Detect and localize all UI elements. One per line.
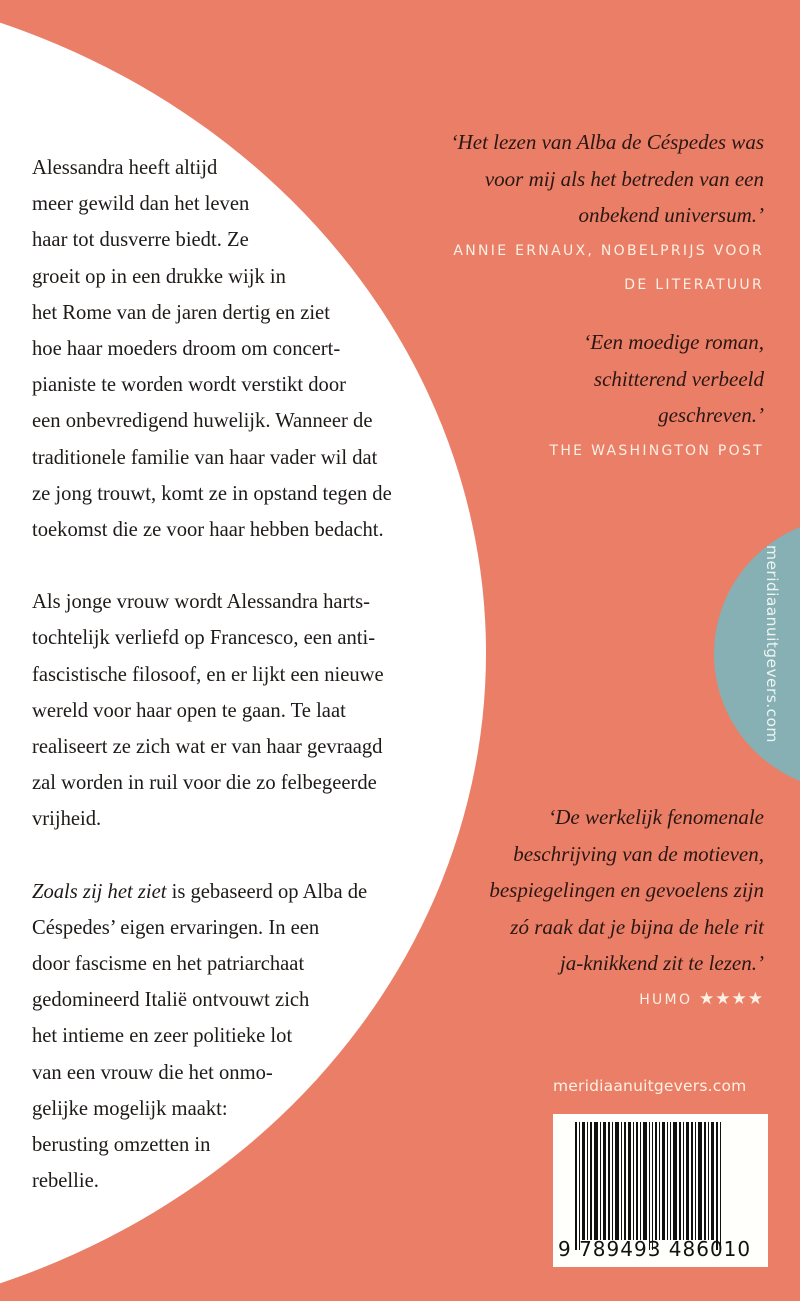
quote-source <box>489 982 764 1017</box>
quote-line: onbekend universum.’ <box>578 203 764 227</box>
blurb-line: realiseert ze zich wat er van haar gevraagd <box>32 736 383 759</box>
blurb-line: toekomst die ze voor haar hebben bedacht. <box>32 519 384 542</box>
quote-line: schitterend verbeeld <box>593 366 764 391</box>
blurb-line: groeit op in een drukke wijk in <box>32 265 286 288</box>
blurb-line: fascistische filosoof, en er lijkt een nieuwe <box>32 663 384 686</box>
blurb-line: berusting omzetten in <box>32 1134 211 1157</box>
blurb-line: haar tot dusverre biedt. Ze <box>32 229 249 252</box>
quote-line: ja-knikkend zit te lezen.’ <box>559 951 764 975</box>
isbn-barcode <box>553 1114 768 1267</box>
blurb-line: het Rome van de jaren dertig en ziet <box>32 301 330 324</box>
blurb-line: vrijheid. <box>32 808 102 831</box>
blurb-line <box>32 874 472 910</box>
blurb-line: meer gewild dan het leven <box>32 193 250 216</box>
blurb-line: gelijke mogelijk maakt: <box>32 1097 228 1120</box>
isbn-number: 9 789493 486010 <box>558 1237 752 1261</box>
star-rating-icon: ★★★★ <box>699 988 764 1009</box>
blurb-line: tochtelijk verliefd op Francesco, een anti- <box>32 627 376 650</box>
quote-line: beschrijving van de motieven, <box>513 841 764 866</box>
blurb-line: traditionele familie van haar vader wil dat <box>32 446 378 469</box>
blurb-paragraph-2 <box>32 584 472 837</box>
quote-line: ‘De werkelijk fenomenale <box>548 805 764 829</box>
blurb-line: ze jong trouwt, komt ze in opstand tegen de <box>32 482 392 505</box>
blurb-paragraph-1 <box>32 150 472 548</box>
blurb-text: is gebaseerd op Alba de <box>166 880 368 903</box>
blurb-line: Céspedes’ eigen ervaringen. In een <box>32 916 320 939</box>
quote-line: bespiegelingen en gevoelens zijn <box>489 878 764 902</box>
blurb-line: het intieme en zeer politieke lot <box>32 1025 293 1048</box>
blurb-paragraph-3 <box>32 874 472 1200</box>
blurb-line: door fascisme en het patriarchaat <box>32 953 305 976</box>
review-quote-ernaux <box>451 124 764 302</box>
quote-line: geschreven.’ <box>658 403 764 427</box>
review-quote-humo <box>489 799 764 1017</box>
quote-line: ‘Het lezen van Alba de Céspedes was <box>450 130 764 154</box>
quote-line: zó raak dat je bijna de hele rit <box>510 914 764 939</box>
blurb-line: gedomineerd Italië ontvouwt zich <box>32 989 310 1012</box>
blurb-line: Alessandra heeft altijd <box>32 157 218 179</box>
book-title: Zoals zij het ziet <box>32 880 167 903</box>
blurb-line: Als jonge vrouw wordt Alessandra harts- <box>32 591 371 614</box>
quote-source: THE WASHINGTON POST <box>549 442 764 459</box>
barcode-bars <box>575 1122 747 1250</box>
book-blurb <box>32 150 472 1235</box>
quote-source-name: HUMO <box>639 991 693 1008</box>
quote-source: DE LITERATUUR <box>624 276 764 293</box>
blurb-line: van een vrouw die het onmo- <box>32 1061 273 1084</box>
quote-source: ANNIE ERNAUX, NOBELPRIJS VOOR <box>453 242 764 259</box>
blurb-line: pianiste te worden wordt verstikt door <box>32 374 346 397</box>
blurb-line: wereld voor haar open te gaan. Te laat <box>32 699 346 722</box>
blurb-line: een onbevredigend huwelijk. Wanneer de <box>32 410 373 433</box>
blurb-line: rebellie. <box>32 1170 99 1193</box>
publisher-url: meridiaanuitgevers.com <box>553 1077 747 1095</box>
vertical-publisher-url: meridiaanuitgevers.com <box>763 545 781 743</box>
blurb-line: hoe haar moeders droom om concert- <box>32 338 341 361</box>
quote-line: voor mij als het betreden van een <box>484 166 764 191</box>
quote-line: ‘Een moedige roman, <box>583 330 764 354</box>
blurb-line: zal worden in ruil voor die zo felbegeerde <box>32 772 377 795</box>
review-quote-washington-post <box>550 324 765 468</box>
